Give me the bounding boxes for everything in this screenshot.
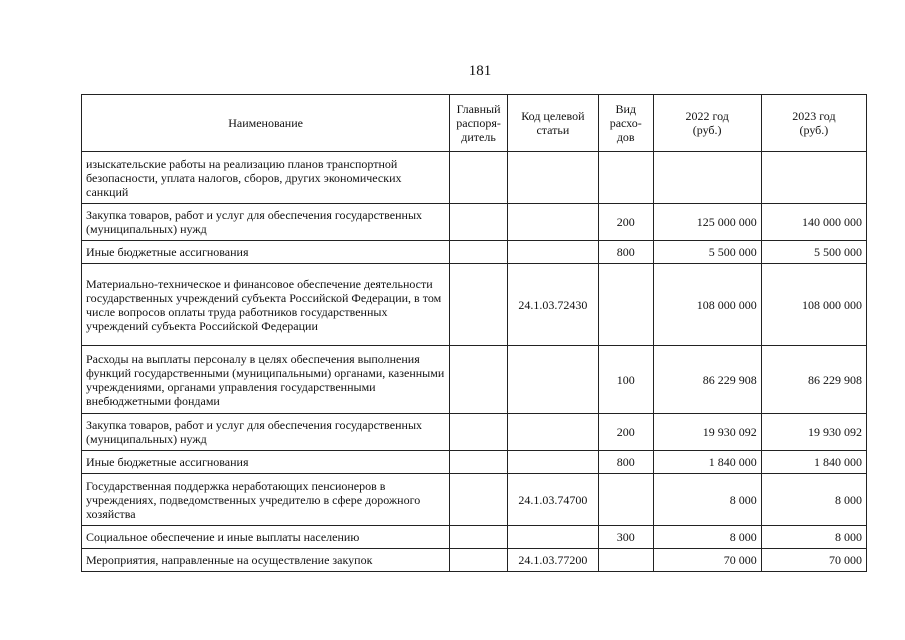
table-row [82,414,867,451]
row-type [598,152,653,204]
header-name: Наименование [82,95,450,152]
row-2023: 108 000 000 [761,264,866,346]
row-code: 24.1.03.74700 [507,474,598,526]
header-year-2022: 2022 год (руб.) [653,95,761,152]
row-code [507,526,598,549]
header-type: Вид расхо- дов [598,95,653,152]
row-2022: 1 840 000 [653,451,761,474]
row-type [598,549,653,572]
row-name: Мероприятия, направленные на осуществление закупок [82,549,450,572]
table-row [82,152,867,204]
row-manager [450,152,508,204]
row-2022: 8 000 [653,474,761,526]
row-2022: 108 000 000 [653,264,761,346]
row-2022: 125 000 000 [653,204,761,241]
row-type [598,264,653,346]
row-manager [450,264,508,346]
row-type [598,474,653,526]
row-type: 100 [598,346,653,414]
budget-table [81,94,867,572]
row-2023: 19 930 092 [761,414,866,451]
row-2023: 70 000 [761,549,866,572]
header-year-2023: 2023 год (руб.) [761,95,866,152]
row-2023 [761,152,866,204]
header-code: Код целевой статьи [507,95,598,152]
row-name: Иные бюджетные ассигнования [82,241,450,264]
table-row [82,451,867,474]
row-code [507,204,598,241]
row-name: Социальное обеспечение и иные выплаты населению [82,526,450,549]
row-2022: 70 000 [653,549,761,572]
table-row [82,474,867,526]
row-2022 [653,152,761,204]
row-manager [450,204,508,241]
row-type: 200 [598,414,653,451]
table-header-row [82,95,867,152]
row-2022: 86 229 908 [653,346,761,414]
row-code [507,451,598,474]
table-row [82,241,867,264]
row-code: 24.1.03.72430 [507,264,598,346]
row-2022: 8 000 [653,526,761,549]
row-name: Материально-техническое и финансовое обеспечение деятельности государственных учреждений субъекта Российской Федерации, в том числе вопросов оплаты труда работников государственных учреждений субъекта Российской Федерации [82,264,450,346]
row-manager [450,549,508,572]
table-row [82,346,867,414]
table-row [82,264,867,346]
row-2022: 19 930 092 [653,414,761,451]
row-name: Государственная поддержка неработающих пенсионеров в учреждениях, подведомственных учредителю в сфере дорожного хозяйства [82,474,450,526]
row-code [507,241,598,264]
row-2023: 140 000 000 [761,204,866,241]
row-name: Иные бюджетные ассигнования [82,451,450,474]
row-code [507,414,598,451]
row-code: 24.1.03.77200 [507,549,598,572]
row-manager [450,241,508,264]
row-2023: 5 500 000 [761,241,866,264]
row-type: 800 [598,241,653,264]
row-code [507,152,598,204]
row-manager [450,346,508,414]
row-manager [450,414,508,451]
row-2023: 86 229 908 [761,346,866,414]
row-name: Закупка товаров, работ и услуг для обеспечения государственных (муниципальных) нужд [82,204,450,241]
table-row [82,204,867,241]
table-row [82,526,867,549]
row-type: 200 [598,204,653,241]
row-type: 800 [598,451,653,474]
row-2023: 8 000 [761,526,866,549]
row-name: Расходы на выплаты персоналу в целях обеспечения выполнения функций государственными (муниципальными) органами, казенными учреждениями, органами управления государственными внебюджетными фондами [82,346,450,414]
row-2022: 5 500 000 [653,241,761,264]
page-number: 181 [468,63,492,79]
row-2023: 1 840 000 [761,451,866,474]
row-name: Закупка товаров, работ и услуг для обеспечения государственных (муниципальных) нужд [82,414,450,451]
row-manager [450,526,508,549]
row-type: 300 [598,526,653,549]
row-2023: 8 000 [761,474,866,526]
row-name: изыскательские работы на реализацию планов транспортной безопасности, уплата налогов, сборов, других экономических санкций [82,152,450,204]
row-manager [450,451,508,474]
table-row [82,549,867,572]
row-manager [450,474,508,526]
row-code [507,346,598,414]
header-manager: Главный распоря- дитель [450,95,508,152]
